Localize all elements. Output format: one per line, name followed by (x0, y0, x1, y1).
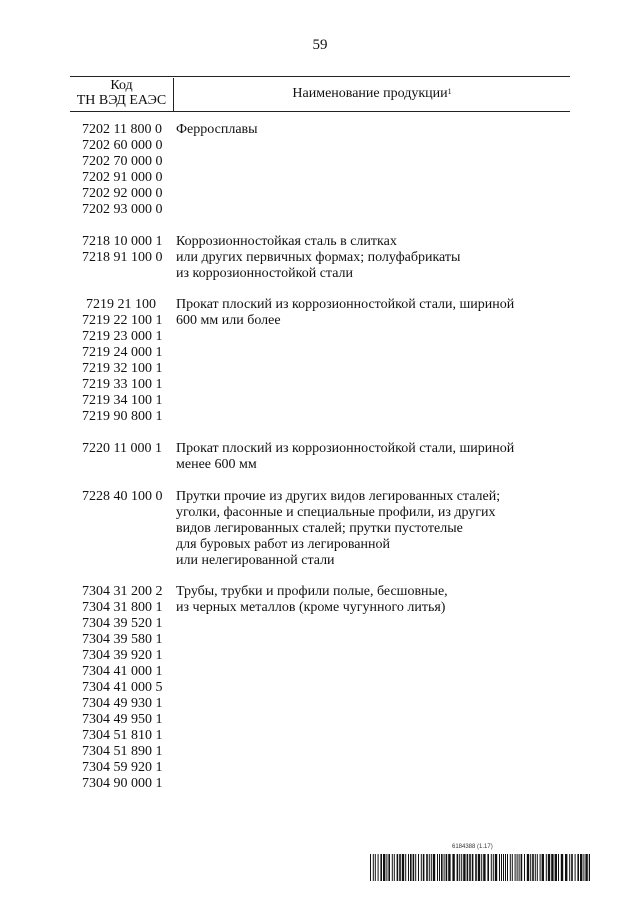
tnved-code: 7202 93 000 0 (82, 202, 163, 217)
tnved-code: 7202 70 000 0 (82, 154, 163, 169)
barcode-bar (415, 854, 416, 881)
tnved-code: 7228 40 100 0 (82, 489, 163, 504)
barcode-bar (392, 854, 393, 881)
tnved-code: 7220 11 000 1 (82, 441, 162, 456)
barcode-bar (457, 854, 459, 881)
tnved-code: 7304 31 800 1 (82, 600, 163, 615)
barcode-bar (439, 854, 440, 881)
barcode-bar (481, 854, 482, 881)
row-product-name (174, 122, 570, 218)
barcode-bar (585, 854, 587, 881)
barcode-bar (431, 854, 432, 881)
barcode-bar (521, 854, 523, 881)
barcode-bar (569, 854, 570, 881)
row-codes (70, 234, 174, 282)
barcode-bar (441, 854, 443, 881)
barcode-bar (507, 854, 508, 881)
tnved-code: 7304 41 000 1 (82, 664, 163, 679)
barcode-bar (467, 854, 469, 881)
barcode-bar (475, 854, 477, 881)
tnved-code: 7304 39 920 1 (82, 648, 163, 663)
barcode-bar (383, 854, 385, 881)
tnved-code: 7219 34 100 1 (82, 393, 163, 408)
product-name-line: из коррозионностойкой стали (176, 266, 354, 281)
barcode-bar (370, 854, 371, 881)
barcode-bar (380, 854, 382, 881)
barcode-bar (540, 854, 541, 881)
barcode-bar (499, 854, 500, 881)
barcode-bar (548, 854, 550, 881)
barcode-label: 6184388 (1.17) (452, 844, 493, 850)
barcode-bar (461, 854, 462, 881)
barcode-bar (510, 854, 511, 881)
tnved-code: 7304 59 920 1 (82, 760, 163, 775)
barcode-bar (469, 854, 471, 881)
barcode-bar (532, 854, 534, 881)
product-name-line: Прокат плоский из коррозионностойкой стали, шириной (176, 441, 515, 456)
row-codes (70, 441, 174, 473)
barcode-bar (421, 854, 422, 881)
barcode-bar (402, 854, 404, 881)
barcode-bar (426, 854, 428, 881)
tnved-code: 7202 91 000 0 (82, 170, 163, 185)
barcode-bar (386, 854, 387, 881)
tnved-code: 7304 41 000 5 (82, 680, 163, 695)
tnved-code: 7219 24 000 1 (82, 345, 163, 360)
row-codes (70, 489, 174, 569)
barcode-bar (413, 854, 415, 881)
product-name-line: Ферросплавы (176, 122, 258, 137)
table-row (70, 122, 570, 218)
barcode-bar (373, 854, 374, 881)
barcode-bar (491, 854, 492, 881)
product-name-line: из черных металлов (кроме чугунного литья) (176, 600, 446, 615)
barcode-bar (571, 854, 573, 881)
tnved-code: 7304 51 810 1 (82, 728, 163, 743)
table-row (70, 297, 570, 425)
barcode-bar (410, 854, 412, 881)
barcode-bar (405, 854, 406, 881)
product-name-line: Трубы, трубки и профили полые, бесшовные, (176, 584, 448, 599)
barcode-bar (423, 854, 425, 881)
tnved-code: 7304 39 520 1 (82, 616, 163, 631)
tnved-code: 7219 33 100 1 (82, 377, 163, 392)
product-name-line: или нелегированной стали (176, 553, 335, 568)
barcode-bar (459, 854, 460, 881)
product-name-line: Прутки прочие из других видов легированных сталей; (176, 489, 501, 504)
barcode-bar (558, 854, 559, 881)
barcode-bar (483, 854, 485, 881)
barcode-bar (546, 854, 547, 881)
barcode-bar (388, 854, 390, 881)
table-header (70, 76, 570, 112)
barcode-bar (493, 854, 494, 881)
header-name-label: Наименование продукции (292, 86, 448, 101)
barcode-bar (527, 854, 529, 881)
barcode-bar (501, 854, 502, 881)
product-name-line: для буровых работ из легированной (176, 537, 390, 552)
tnved-code: 7202 92 000 0 (82, 186, 163, 201)
barcode-bar (448, 854, 450, 881)
barcode-bar (524, 854, 525, 881)
barcode-bar (575, 854, 576, 881)
page-number: 59 (312, 37, 328, 53)
barcode-bar (418, 854, 419, 881)
barcode-bar (561, 854, 563, 881)
product-name-line: Прокат плоский из коррозионностойкой стали, шириной (176, 297, 515, 312)
barcode-bar (565, 854, 567, 881)
row-product-name (174, 441, 570, 473)
header-code-column (70, 78, 174, 111)
header-code-line2: ТН ВЭД ЕАЭС (76, 93, 167, 108)
barcode-bar (487, 854, 489, 881)
tnved-code: 7304 31 200 2 (82, 584, 163, 599)
table-row (70, 489, 570, 569)
barcode-bar (399, 854, 401, 881)
tnved-code: 7202 11 800 0 (82, 122, 162, 137)
tnved-code: 7218 10 000 1 (82, 234, 163, 249)
barcode-bar (551, 854, 553, 881)
barcode-bar (512, 854, 513, 881)
barcode-bar (378, 854, 379, 881)
barcode-bar (495, 854, 497, 881)
row-product-name (174, 297, 570, 425)
barcode-bar (542, 854, 544, 881)
table-row (70, 584, 570, 792)
tnved-code: 7219 22 100 1 (82, 313, 163, 328)
header-footnote-marker: 1 (447, 87, 452, 96)
header-code-line1: Код (110, 78, 133, 93)
barcode-bar (394, 854, 395, 881)
tnved-code: 7219 21 100 (86, 297, 156, 312)
product-name-line: Коррозионностойкая сталь в слитках (176, 234, 397, 249)
barcode-bar (478, 854, 480, 881)
tnved-code: 7304 49 950 1 (82, 712, 163, 727)
product-table-body (70, 122, 570, 792)
barcode-bar (515, 854, 516, 881)
product-name-line: видов легированных сталей; прутки пустотелые (176, 521, 463, 536)
barcode-bar (505, 854, 506, 881)
tnved-code: 7304 49 930 1 (82, 696, 163, 711)
tnved-code: 7304 90 000 1 (82, 776, 163, 791)
header-name-column (174, 86, 570, 102)
barcode-bar (535, 854, 536, 881)
barcode-bar (580, 854, 582, 881)
product-name-line: менее 600 мм (176, 457, 257, 472)
tnved-code: 7219 90 800 1 (82, 409, 163, 424)
barcode-bar (433, 854, 435, 881)
barcode-bar (530, 854, 531, 881)
product-name-line: уголки, фасонные и специальные профили, из других (176, 505, 496, 520)
row-product-name (174, 234, 570, 282)
tnved-code: 7219 32 100 1 (82, 361, 163, 376)
tnved-code: 7304 39 580 1 (82, 632, 163, 647)
barcode-bar (408, 854, 409, 881)
tnved-code: 7219 23 000 1 (82, 329, 163, 344)
tnved-code: 7202 60 000 0 (82, 138, 163, 153)
barcode-bar (583, 854, 584, 881)
barcode-bar (555, 854, 557, 881)
barcode-bar (429, 854, 430, 881)
barcode-bar (472, 854, 474, 881)
barcode-bar (589, 854, 590, 881)
table-row (70, 441, 570, 473)
barcode-bar (452, 854, 454, 881)
barcode-bar (375, 854, 376, 881)
row-product-name (174, 489, 570, 569)
barcode-bar (503, 854, 504, 881)
table-row (70, 234, 570, 282)
barcode-bar (437, 854, 438, 881)
product-name-line: 600 мм или более (176, 313, 281, 328)
barcode-bar (463, 854, 465, 881)
tnved-code: 7304 51 890 1 (82, 744, 163, 759)
barcode-bar (446, 854, 448, 881)
barcode-image (370, 854, 590, 881)
row-product-name (174, 584, 570, 792)
barcode-bar (537, 854, 538, 881)
barcode-bar (397, 854, 399, 881)
barcode-bar (519, 854, 520, 881)
row-codes (70, 122, 174, 218)
tnved-code: 7218 91 100 0 (82, 250, 163, 265)
row-codes (70, 584, 174, 792)
barcode-bar (517, 854, 518, 881)
row-codes (70, 297, 174, 425)
barcode-bar (444, 854, 445, 881)
barcode-bar (577, 854, 579, 881)
product-name-line: или других первичных формах; полуфабрикаты (176, 250, 461, 265)
